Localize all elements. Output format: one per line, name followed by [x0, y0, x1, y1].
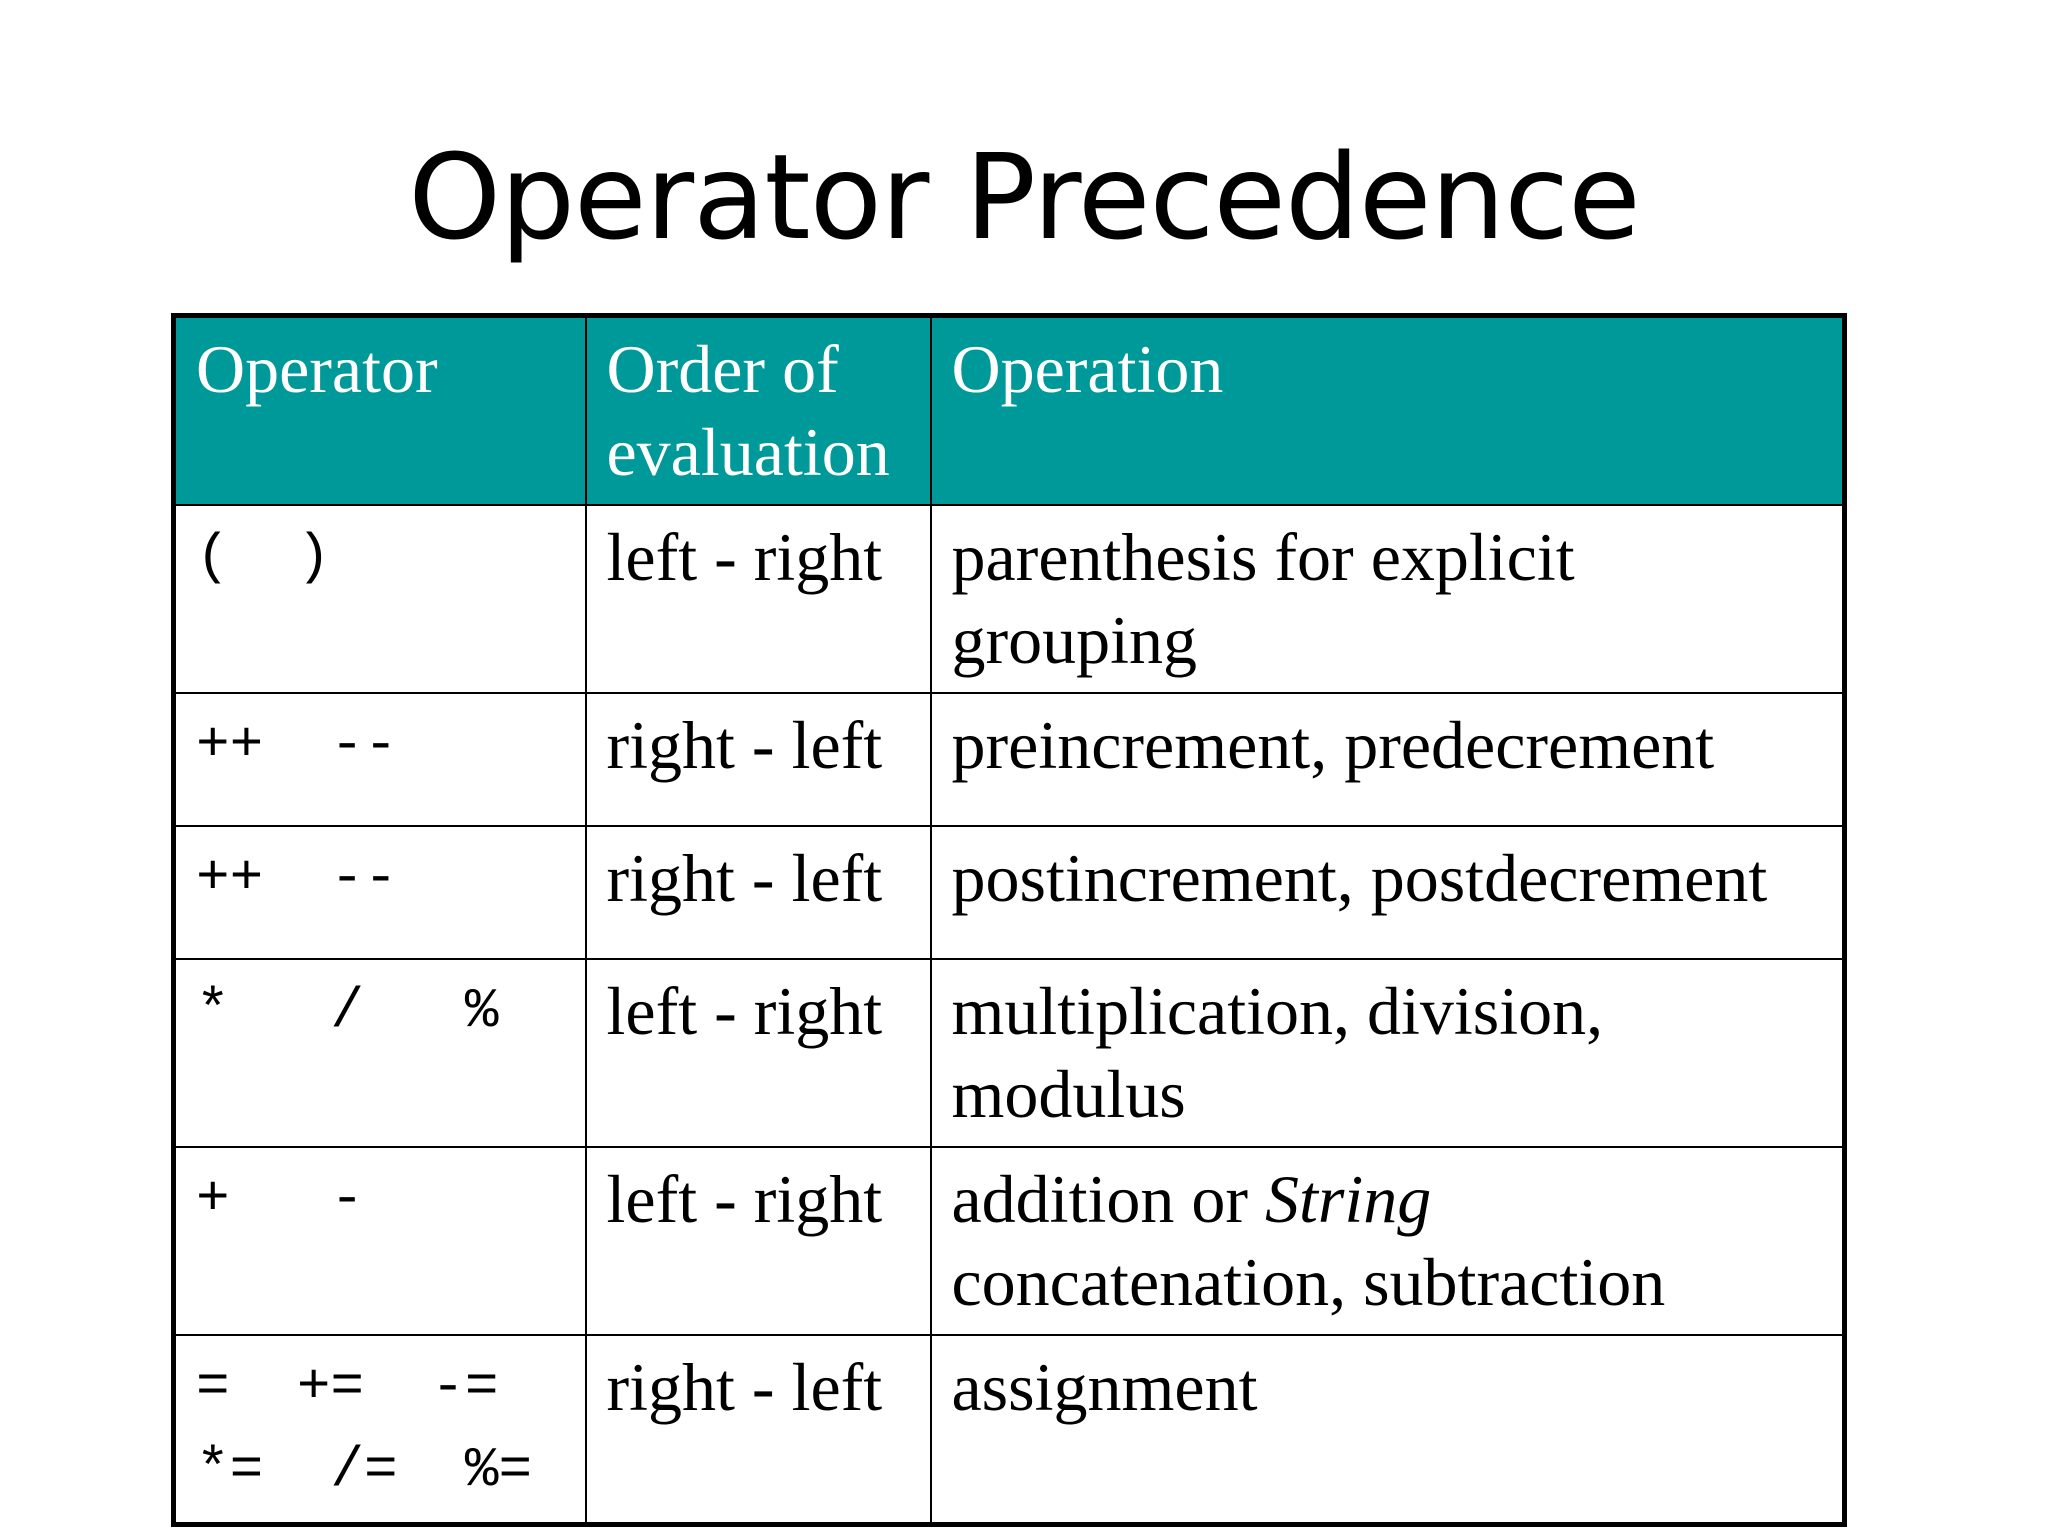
order-cell: right - left: [586, 1335, 931, 1525]
table-row: [174, 1147, 1845, 1335]
order-cell: right - left: [586, 826, 931, 959]
order-cell: left - right: [586, 959, 931, 1147]
table-row: [174, 959, 1845, 1147]
header-operation: Operation: [931, 316, 1845, 506]
operation-cell: assignment: [931, 1335, 1845, 1525]
operation-cell: [931, 1147, 1845, 1335]
operator-cell: = += -= *= /= %=: [174, 1335, 586, 1525]
operation-cell: preincrement, predecrement: [931, 693, 1845, 826]
operator-cell: + -: [174, 1147, 586, 1335]
operation-text: addition or: [951, 1161, 1266, 1237]
slide-title: Operator Precedence: [408, 128, 1640, 266]
table-row: [174, 505, 1845, 693]
header-order-of-evaluation: Order of evaluation: [586, 316, 931, 506]
table-row: [174, 826, 1845, 959]
operation-text: concatenation, subtraction: [951, 1244, 1666, 1320]
operation-cell: multiplication, division, modulus: [931, 959, 1845, 1147]
precedence-table: [171, 313, 1847, 1527]
operator-cell: * / %: [174, 959, 586, 1147]
header-operator: Operator: [174, 316, 586, 506]
table-header-row: [174, 316, 1845, 506]
order-cell: left - right: [586, 505, 931, 693]
operation-cell: postincrement, postdecrement: [931, 826, 1845, 959]
operation-cell: parenthesis for explicit grouping: [931, 505, 1845, 693]
operator-cell: ( ): [174, 505, 586, 693]
order-cell: left - right: [586, 1147, 931, 1335]
table-row: [174, 1335, 1845, 1525]
order-cell: right - left: [586, 693, 931, 826]
table-row: [174, 693, 1845, 826]
operator-cell: ++ --: [174, 826, 586, 959]
operation-italic-text: String: [1265, 1161, 1432, 1237]
operator-cell: ++ --: [174, 693, 586, 826]
